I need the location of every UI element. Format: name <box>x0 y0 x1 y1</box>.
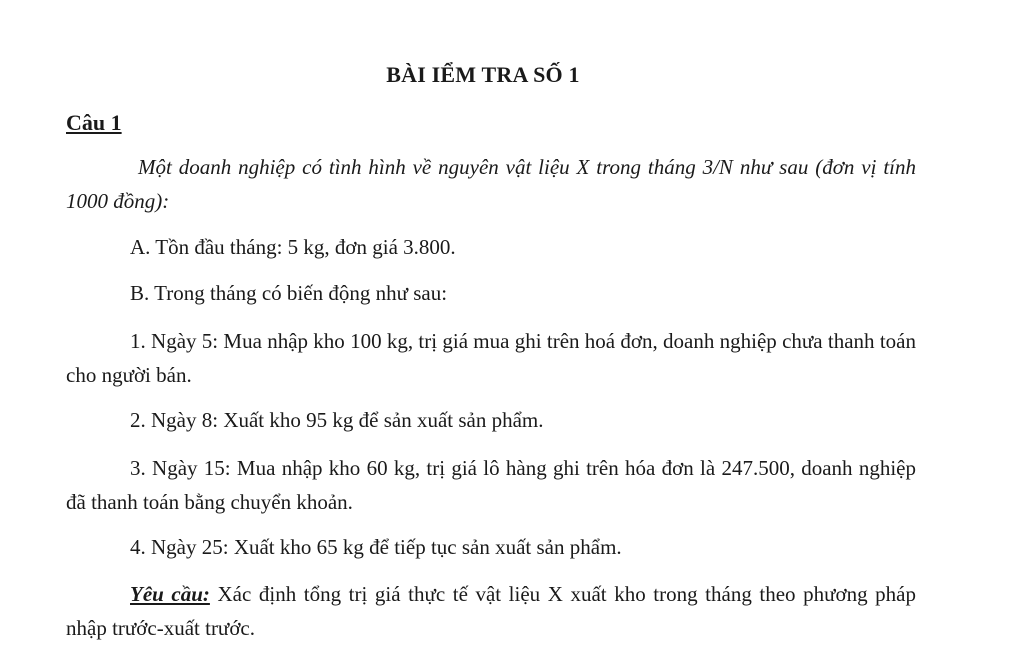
list-item-3: 3. Ngày 15: Mua nhập kho 60 kg, trị giá lô hàng ghi trên hóa đơn là 247.500, doanh nghiệp đã thanh toán bằng chuyển khoản. <box>66 456 916 514</box>
question-label: Câu 1 <box>66 110 122 135</box>
section-b-line: B. Trong tháng có biến động như sau: <box>130 281 448 305</box>
requirement-text: Xác định tổng trị giá thực tế vật liệu X xuất kho trong tháng theo phương pháp nhập trước-xuất trước. <box>66 582 916 640</box>
list-item-2: 2. Ngày 8: Xuất kho 95 kg để sản xuất sản phẩm. <box>130 408 544 432</box>
requirement-paragraph <box>66 577 916 645</box>
list-item-1: 1. Ngày 5: Mua nhập kho 100 kg, trị giá mua ghi trên hoá đơn, doanh nghiệp chưa thanh toán cho người bán. <box>66 329 916 387</box>
list-item-4: 4. Ngày 25: Xuất kho 65 kg để tiếp tục sản xuất sản phẩm. <box>130 535 622 559</box>
intro-paragraph: Một doanh nghiệp có tình hình về nguyên vật liệu X trong tháng 3/N như sau (đơn vị tính 1000 đồng): <box>66 155 916 213</box>
section-a-line: A. Tồn đầu tháng: 5 kg, đơn giá 3.800. <box>130 235 456 259</box>
requirement-label: Yêu cầu: <box>130 582 210 606</box>
document-title: BÀI IỂM TRA SỐ 1 <box>386 62 580 87</box>
